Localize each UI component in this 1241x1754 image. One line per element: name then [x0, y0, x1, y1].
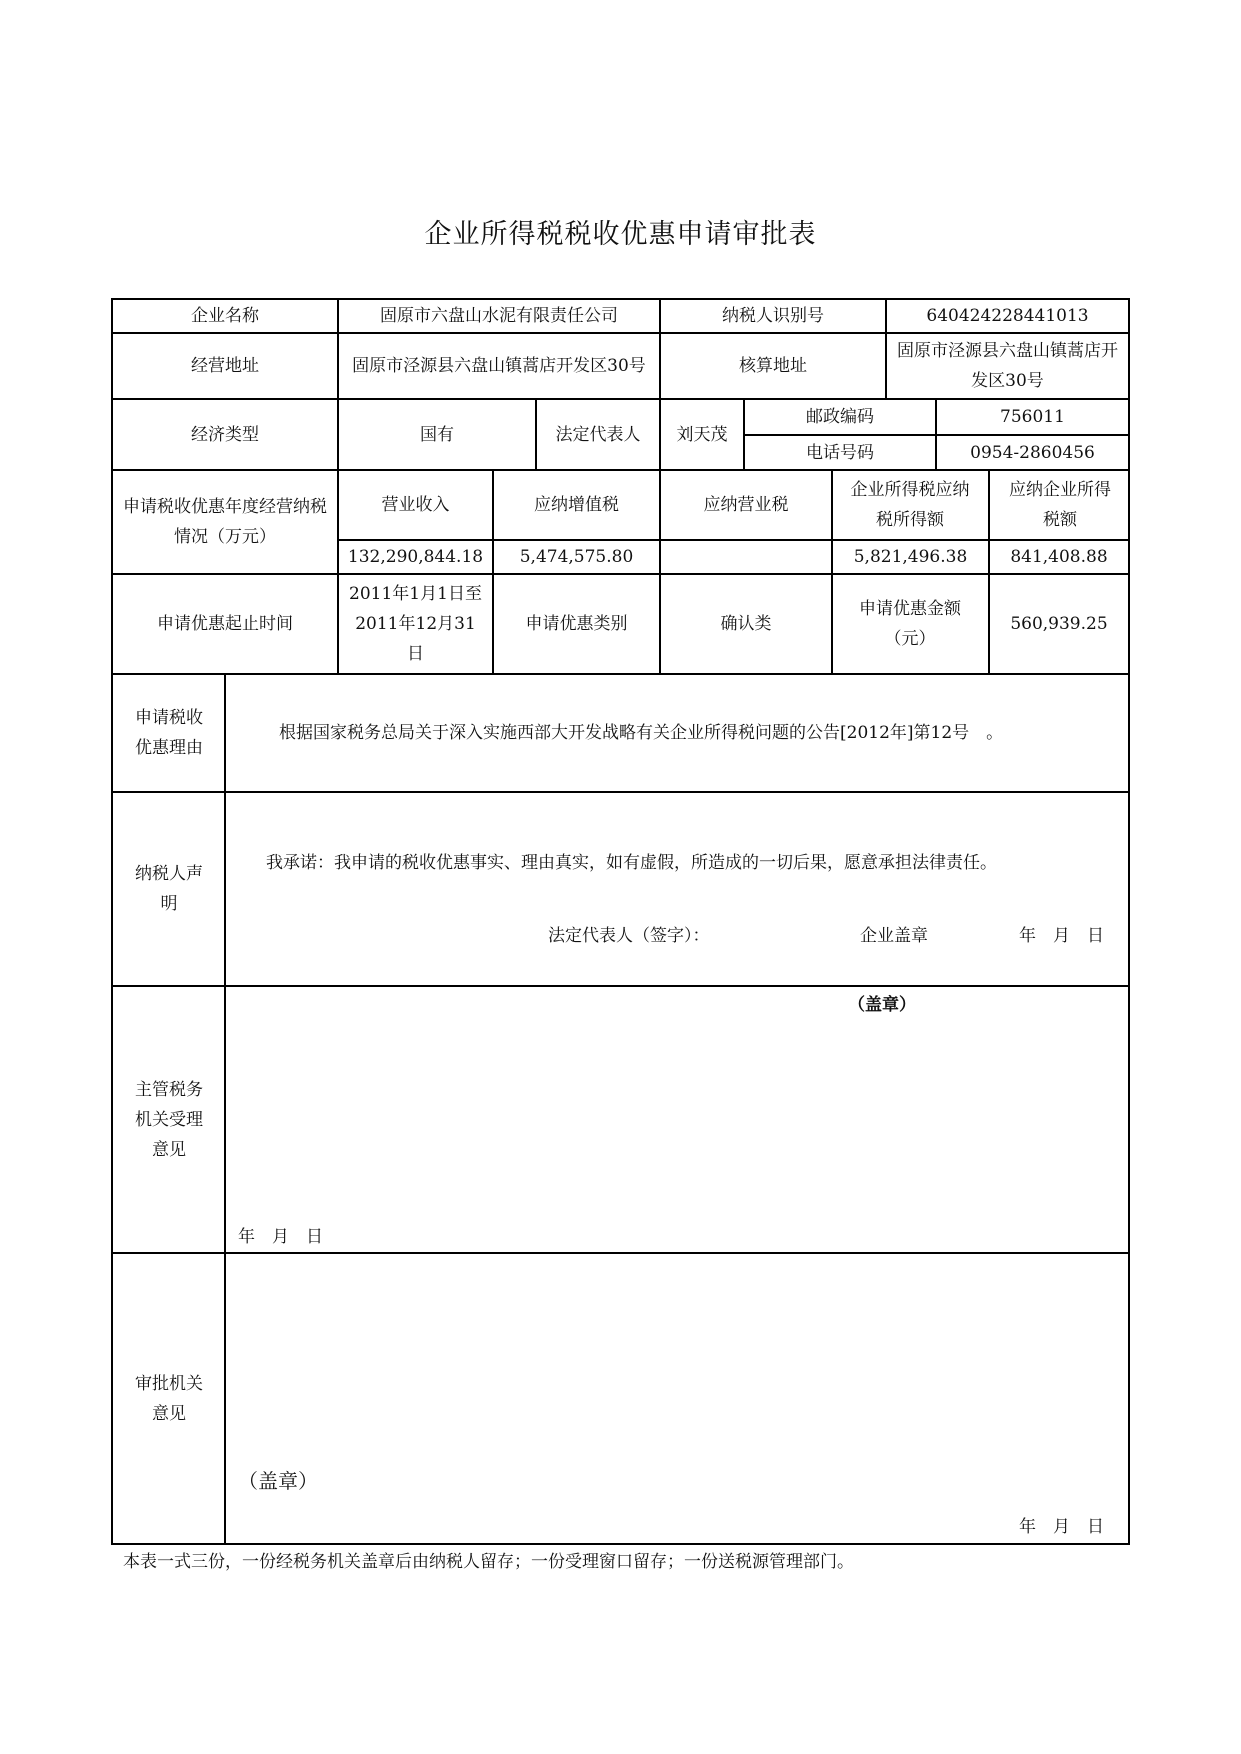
- postal-code-value: 756011: [1000, 407, 1065, 427]
- approval-date: 年 月 日: [1019, 1517, 1104, 1537]
- vat-value: 5,474,575.80: [519, 547, 634, 567]
- reason-label: 申请税收优惠理由: [135, 708, 203, 758]
- phone-value: 0954-2860456: [970, 442, 1095, 463]
- taxpayer-id-label: 纳税人识别号: [722, 306, 824, 326]
- footer-note: 本表一式三份，一份经税务机关盖章后由纳税人留存；一份受理窗口留存；一份送税源管理部门。: [123, 1552, 854, 1572]
- business-address-label: 经营地址: [191, 356, 259, 376]
- declaration-date: 年 月 日: [1019, 926, 1104, 946]
- signature-label: 法定代表人（签字）：: [548, 926, 710, 946]
- company-seal-label: 企业盖章: [860, 926, 928, 946]
- page-title: 企业所得税税收优惠申请审批表: [424, 219, 817, 250]
- revenue-label: 营业收入: [381, 495, 450, 515]
- accounting-address-value: 固原市泾源县六盘山镇蒿店开发区30号: [897, 341, 1118, 391]
- business-address-value: 固原市泾源县六盘山镇蒿店开发区30号: [352, 356, 646, 376]
- phone-label: 电话号码: [806, 442, 874, 463]
- postal-code-label: 邮政编码: [806, 407, 874, 427]
- declaration-label: 纳税人声明: [135, 864, 203, 914]
- period-value: 2011年1月1日至 2011年12月31日: [349, 584, 482, 664]
- declaration-text: 我承诺：我申请的税收优惠事实、理由真实，如有虚假，所造成的一切后果，愿意承担法律责任。: [266, 853, 997, 873]
- cit-taxable-label: 企业所得税应纳税所得额: [850, 480, 970, 530]
- tax-status-label: 申请税收优惠年度经营纳税情况（万元）: [123, 497, 327, 547]
- legal-rep-value: 刘天茂: [676, 424, 728, 445]
- amount-value: 560,939.25: [1010, 614, 1108, 634]
- revenue-value: 132,290,844.18: [347, 547, 484, 567]
- amount-label: 申请优惠金额（元）: [859, 599, 961, 649]
- approval-seal: （盖章）: [238, 1469, 318, 1493]
- business-tax-value: [661, 541, 831, 573]
- category-value: 确认类: [720, 614, 772, 634]
- period-label: 申请优惠起止时间: [157, 614, 293, 634]
- legal-rep-label: 法定代表人: [555, 424, 641, 445]
- taxpayer-id-value: 640424228441013: [926, 306, 1089, 326]
- tax-office-date: 年 月 日: [238, 1227, 323, 1247]
- tax-office-label: 主管税务机关受理意见: [135, 1079, 203, 1160]
- economic-type-value: 国有: [420, 424, 454, 445]
- approval-label: 审批机关意见: [135, 1373, 203, 1424]
- company-name-value: 固原市六盘山水泥有限责任公司: [380, 306, 618, 326]
- vat-label: 应纳增值税: [534, 495, 619, 515]
- cit-payable-label: 应纳企业所得税额: [1009, 480, 1111, 530]
- tax-office-seal: （盖章）: [848, 995, 916, 1015]
- cit-payable-value: 841,408.88: [1010, 547, 1108, 567]
- accounting-address-label: 核算地址: [739, 356, 807, 376]
- category-label: 申请优惠类别: [525, 614, 628, 634]
- reason-text: 根据国家税务总局关于深入实施西部大开发战略有关企业所得税问题的公告[2012年]第12号 。: [279, 723, 1004, 743]
- cit-taxable-value: 5,821,496.38: [853, 547, 968, 567]
- company-name-label: 企业名称: [191, 306, 259, 326]
- economic-type-label: 经济类型: [191, 424, 259, 445]
- business-tax-label: 应纳营业税: [703, 495, 789, 515]
